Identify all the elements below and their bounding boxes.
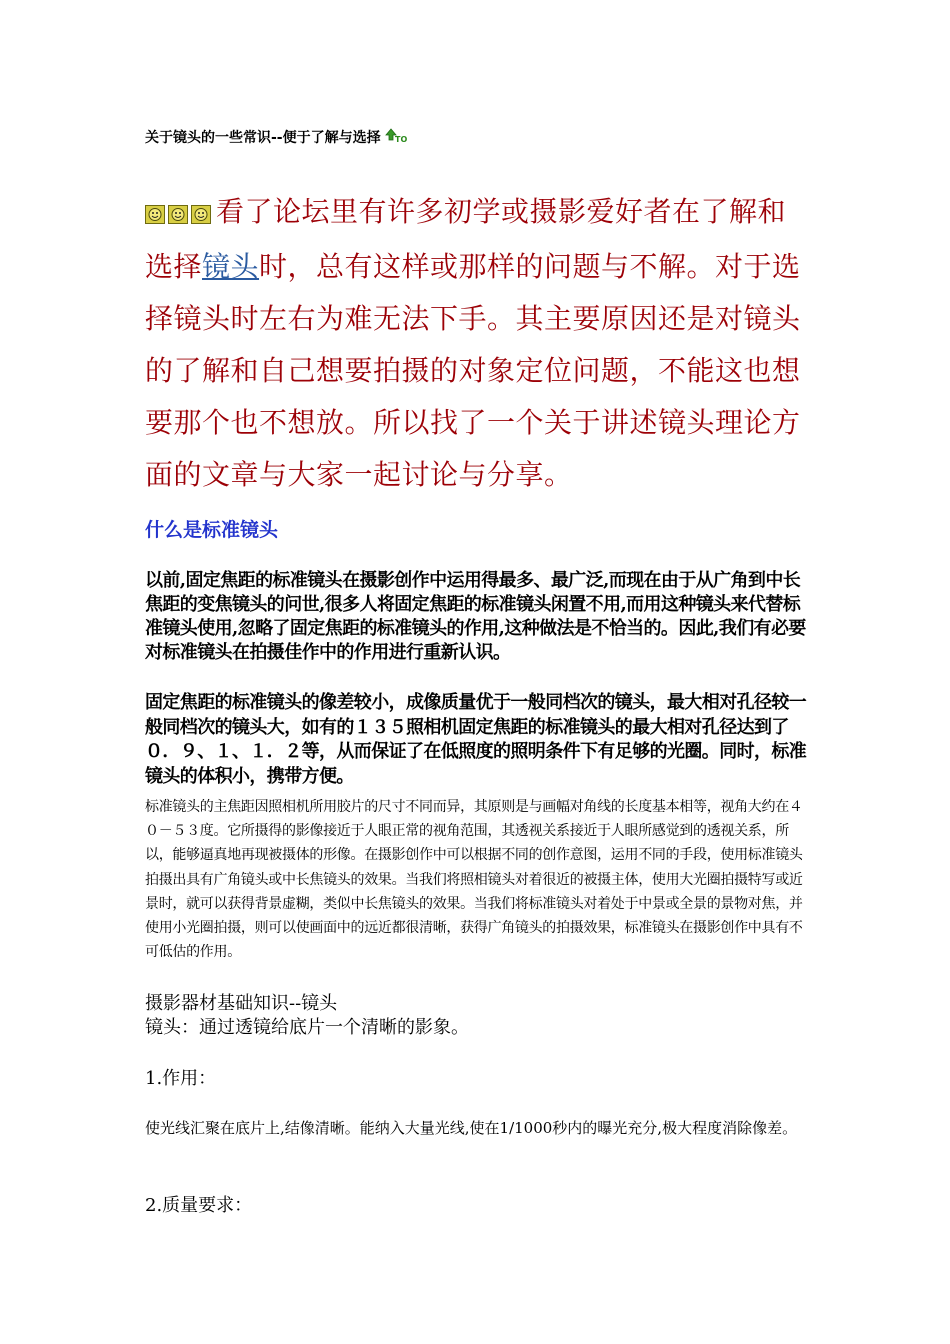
svg-text:TO: TO <box>394 135 407 144</box>
section-heading-standard-lens: 什么是标准镜头 <box>145 519 279 541</box>
intro-text-before-link: 看了论坛里有许多初学或摄影爱好者在了解和选择 <box>145 195 787 283</box>
document-title <box>145 128 405 148</box>
heading-quality-requirements: 2.质量要求： <box>145 1195 253 1216</box>
smiley-icon <box>145 205 165 224</box>
paragraph-function: 使光线汇聚在底片上,结像清晰。能纳入大量光线,使在1/1000秒内的曝光充分,极大程度消除像差。 <box>145 1119 798 1137</box>
smiley-group <box>145 189 214 241</box>
heading-function: 1.作用： <box>145 1068 217 1089</box>
title-text: 关于镜头的一些常识--便于了解与选择 <box>145 130 381 146</box>
intro-text-after-link: 时，总有这样或那样的问题与不解。对于选择镜头时左右为难无法下手。其主要原因还是对镜头的了解和自己想要拍摄的对象定位问题，不能这也想要那个也不想放。所以找了一个关于讲述镜头理论方面的文章与大家一起讨论与分享。 <box>145 250 801 491</box>
paragraph-aberration: 固定焦距的标准镜头的像差较小，成像质量优于一般同档次的镜头，最大相对孔径较一般同档次的镜头大，如有的１３５照相机固定焦距的标准镜头的最大相对孔径达到了０．９、１、１．２等，从而保证了在低照度的照明条件下有足够的光圈。同时，标准镜头的体积小，携带方便。 <box>145 692 807 787</box>
lens-link[interactable]: 镜头 <box>202 250 260 283</box>
paragraph-lens-definition: 镜头：通过透镜给底片一个清晰的影象。 <box>145 1017 469 1038</box>
paragraph-focal-length: 标准镜头的主焦距因照相机所用胶片的尺寸不同而异，其原则是与画幅对角线的长度基本相等，视角大约在４０－５３度。它所摄得的影像接近于人眼正常的视角范围，其透视关系接近于人眼所感觉到的透视关系，所以，能够逼真地再现被摄体的形像。在摄影创作中可以根据不同的创作意图，运用不同的手段，使用标准镜头拍摄出具有广角镜头或中长焦镜头的效果。当我们将照相镜头对着很近的被摄主体，使用大光圈拍摄特写或近景时，就可以获得背景虚糊，类似中长焦镜头的效果。当我们将标准镜头对着处于中景或全景的景物对焦，并使用小光圈拍摄，则可以使画面中的远近都很清晰，获得广角镜头的拍摄效果，标准镜头在摄影创作中具有不可低估的作用。 <box>145 799 803 961</box>
top-arrow-icon[interactable] <box>385 128 405 144</box>
paragraph-history: 以前,固定焦距的标准镜头在摄影创作中运用得最多、最广泛,而现在由于从广角到中长焦距的变焦镜头的问世,很多人将固定焦距的标准镜头闲置不用,而用这种镜头来代替标准镜头使用,忽略了固定焦距的标准镜头的作用,这种做法是不恰当的。因此,我们有必要对标准镜头在拍摄佳作中的作用进行重新认识。 <box>145 570 806 663</box>
smiley-icon <box>168 205 188 224</box>
smiley-icon <box>191 205 211 224</box>
paragraph-equipment-basics: 摄影器材基础知识--镜头 <box>145 993 338 1014</box>
intro-paragraph <box>145 186 810 501</box>
